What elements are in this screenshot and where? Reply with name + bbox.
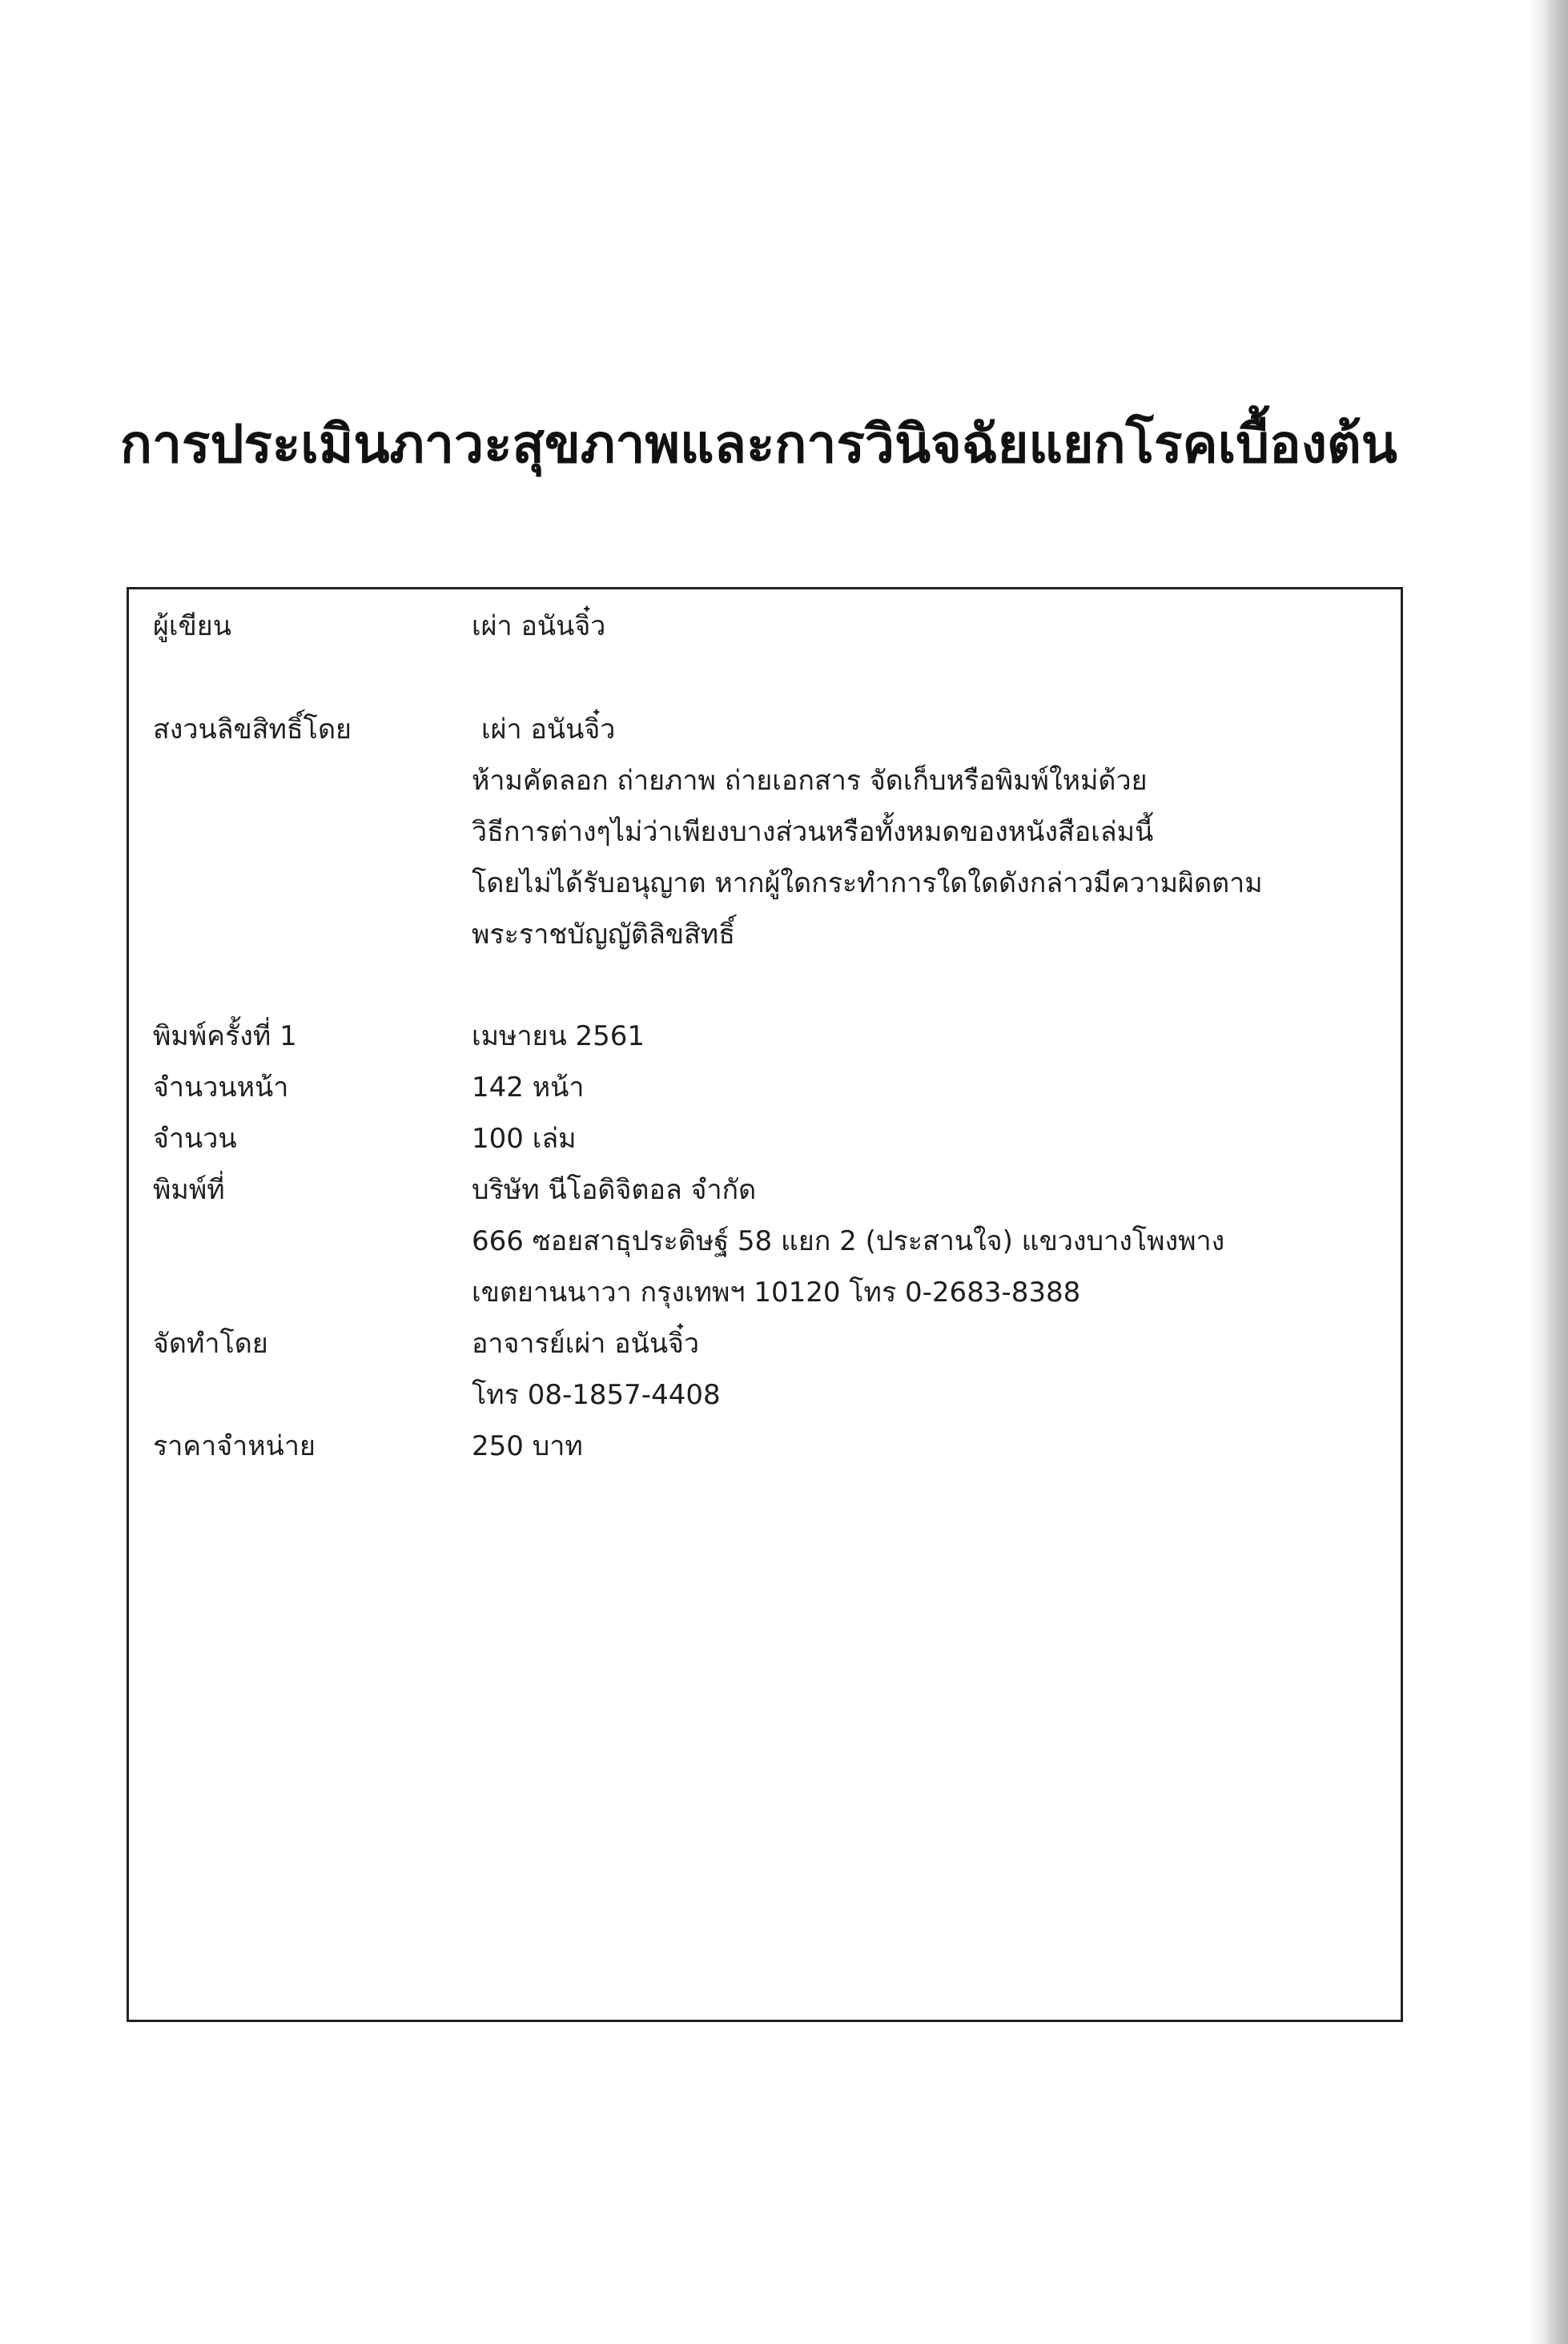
printer-name: บริษัท นีโอดิจิตอล จำกัด bbox=[472, 1174, 757, 1206]
author-label: ผู้เขียน bbox=[153, 610, 231, 642]
edition-label: พิมพ์ครั้งที่ 1 bbox=[153, 1020, 297, 1052]
copyright-notice-text: ห้ามคัดลอก ถ่ายภาพ ถ่ายเอกสาร จัดเก็บหรือพิมพ์ใหม่ด้วย bbox=[472, 765, 1148, 797]
author-value: เผ่า อนันจิ๋ว bbox=[472, 610, 606, 642]
copyright-value: เผ่า อนันจิ๋ว bbox=[481, 714, 616, 746]
pages-value: 142 หน้า bbox=[472, 1071, 585, 1104]
producer-label: จัดทำโดย bbox=[153, 1328, 268, 1360]
copyright-label: สงวนลิขสิทธิ์โดย bbox=[153, 714, 352, 746]
copies-label: จำนวน bbox=[153, 1123, 237, 1155]
book-title: การประเมินภาวะสุขภาพและการวินิจฉัยแยกโรคเบื้องต้น bbox=[120, 413, 1397, 475]
copyright-notice-text: วิธีการต่างๆไม่ว่าเพียงบางส่วนหรือทั้งหมดของหนังสือเล่มนี้ bbox=[472, 816, 1154, 848]
copyright-notice-text: โดยไม่ได้รับอนุญาต หากผู้ใดกระทำการใดใดดังกล่าวมีความผิดตาม bbox=[472, 867, 1263, 899]
printer-label: พิมพ์ที่ bbox=[153, 1174, 225, 1206]
printer-address-line2: เขตยานนาวา กรุงเทพฯ 10120 โทร 0-2683-8388 bbox=[472, 1277, 1081, 1309]
price-label: ราคาจำหน่าย bbox=[153, 1430, 316, 1462]
producer-name: อาจารย์เผ่า อนันจิ๋ว bbox=[472, 1328, 700, 1360]
copyright-notice-text: พระราชบัญญัติลิขสิทธิ์ bbox=[472, 919, 735, 951]
edition-value: เมษายน 2561 bbox=[472, 1020, 645, 1052]
pages-label: จำนวนหน้า bbox=[153, 1071, 289, 1104]
copies-value: 100 เล่ม bbox=[472, 1123, 577, 1155]
copyright-info-box bbox=[127, 587, 1403, 2022]
price-value: 250 บาท bbox=[472, 1430, 583, 1462]
printer-address-line1: 666 ซอยสาธุประดิษฐ์ 58 แยก 2 (ประสานใจ) แขวงบางโพงพาง bbox=[472, 1225, 1225, 1257]
page-edge-shadow bbox=[1528, 0, 1568, 2344]
producer-phone: โทร 08-1857-4408 bbox=[472, 1379, 721, 1411]
